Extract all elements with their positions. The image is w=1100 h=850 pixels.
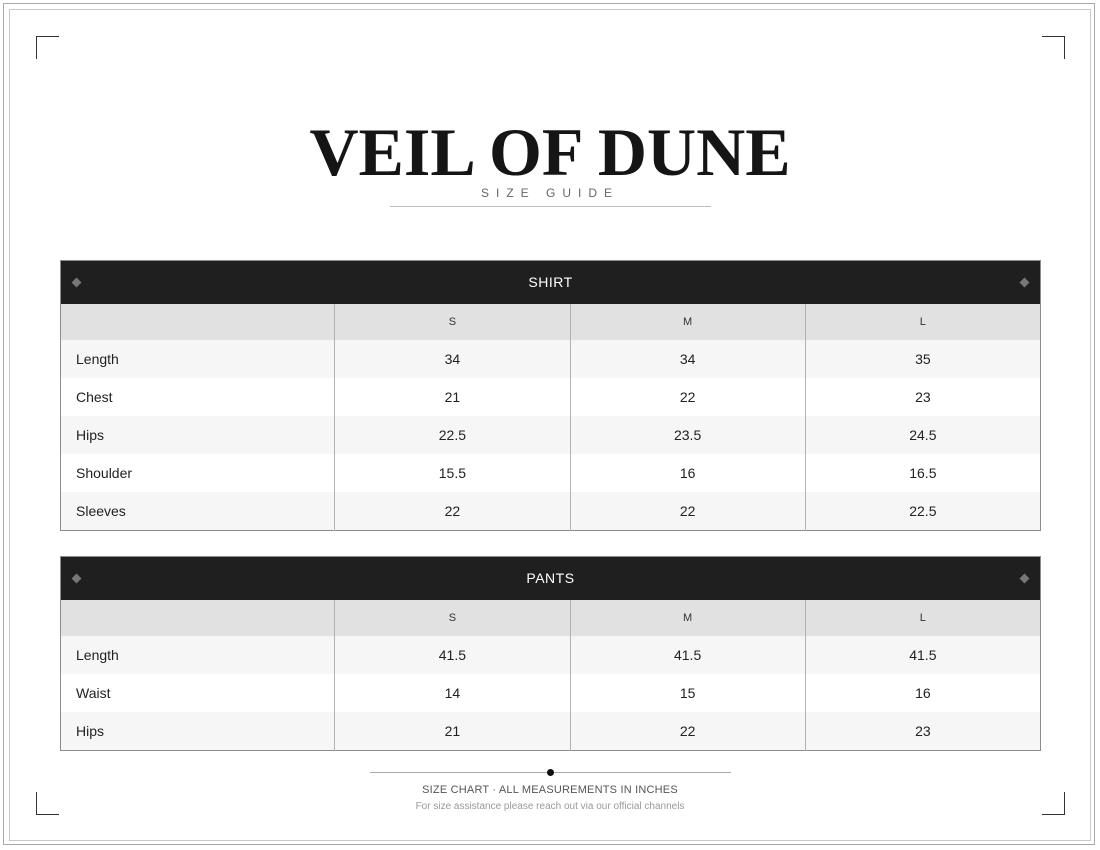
cell-value: 24.5 xyxy=(805,416,1040,454)
row-label: Waist xyxy=(61,674,335,712)
brand-title: VEIL OF DUNE xyxy=(309,114,791,190)
cell-value: 16 xyxy=(570,454,805,492)
cell-value: 22.5 xyxy=(805,492,1040,531)
shirt-section-title: SHIRT xyxy=(528,274,573,290)
row-label: Length xyxy=(61,636,335,674)
cell-value: 23 xyxy=(805,378,1040,416)
cell-value: 14 xyxy=(335,674,570,712)
cell-value: 41.5 xyxy=(570,636,805,674)
title-divider xyxy=(390,206,711,207)
footer-caption: SIZE CHART · ALL MEASUREMENTS IN INCHES xyxy=(422,784,678,796)
column-header-m: M xyxy=(570,304,805,340)
pants-size-table xyxy=(60,556,1041,751)
table-row xyxy=(61,340,1041,378)
cell-value: 22 xyxy=(570,712,805,751)
pants-section-header xyxy=(61,557,1041,601)
size-guide-subtitle: SIZE GUIDE xyxy=(480,186,619,200)
diamond-icon xyxy=(72,278,82,288)
shirt-column-headers xyxy=(61,304,1041,340)
table-row xyxy=(61,712,1041,751)
corner-mark-top-left xyxy=(36,36,59,59)
column-header-blank xyxy=(61,304,335,340)
table-row xyxy=(61,636,1041,674)
cell-value: 22 xyxy=(335,492,570,531)
column-header-s: S xyxy=(335,304,570,340)
footer-note: For size assistance please reach out via our official channels xyxy=(415,801,685,812)
cell-value: 41.5 xyxy=(805,636,1040,674)
column-header-l: L xyxy=(805,304,1040,340)
cell-value: 41.5 xyxy=(335,636,570,674)
table-row xyxy=(61,454,1041,492)
cell-value: 15 xyxy=(570,674,805,712)
column-header-m: M xyxy=(570,600,805,636)
cell-value: 21 xyxy=(335,378,570,416)
cell-value: 23.5 xyxy=(570,416,805,454)
shirt-size-table xyxy=(60,260,1041,531)
diamond-icon xyxy=(1020,278,1030,288)
row-label: Hips xyxy=(61,712,335,751)
cell-value: 22 xyxy=(570,378,805,416)
cell-value: 34 xyxy=(335,340,570,378)
cell-value: 16 xyxy=(805,674,1040,712)
pants-section-title: PANTS xyxy=(526,570,575,586)
row-label: Hips xyxy=(61,416,335,454)
cell-value: 23 xyxy=(805,712,1040,751)
diamond-icon xyxy=(1020,574,1030,584)
table-row xyxy=(61,378,1041,416)
row-label: Length xyxy=(61,340,335,378)
footer-dot-icon xyxy=(547,769,554,776)
table-row xyxy=(61,416,1041,454)
table-row xyxy=(61,674,1041,712)
cell-value: 16.5 xyxy=(805,454,1040,492)
row-label: Sleeves xyxy=(61,492,335,531)
column-header-l: L xyxy=(805,600,1040,636)
cell-value: 22.5 xyxy=(335,416,570,454)
diamond-icon xyxy=(72,574,82,584)
cell-value: 35 xyxy=(805,340,1040,378)
cell-value: 15.5 xyxy=(335,454,570,492)
table-row xyxy=(61,492,1041,531)
cell-value: 21 xyxy=(335,712,570,751)
column-header-s: S xyxy=(335,600,570,636)
shirt-section-header xyxy=(61,261,1041,305)
cell-value: 34 xyxy=(570,340,805,378)
pants-column-headers xyxy=(61,600,1041,636)
corner-mark-top-right xyxy=(1042,36,1065,59)
cell-value: 22 xyxy=(570,492,805,531)
row-label: Shoulder xyxy=(61,454,335,492)
row-label: Chest xyxy=(61,378,335,416)
column-header-blank xyxy=(61,600,335,636)
